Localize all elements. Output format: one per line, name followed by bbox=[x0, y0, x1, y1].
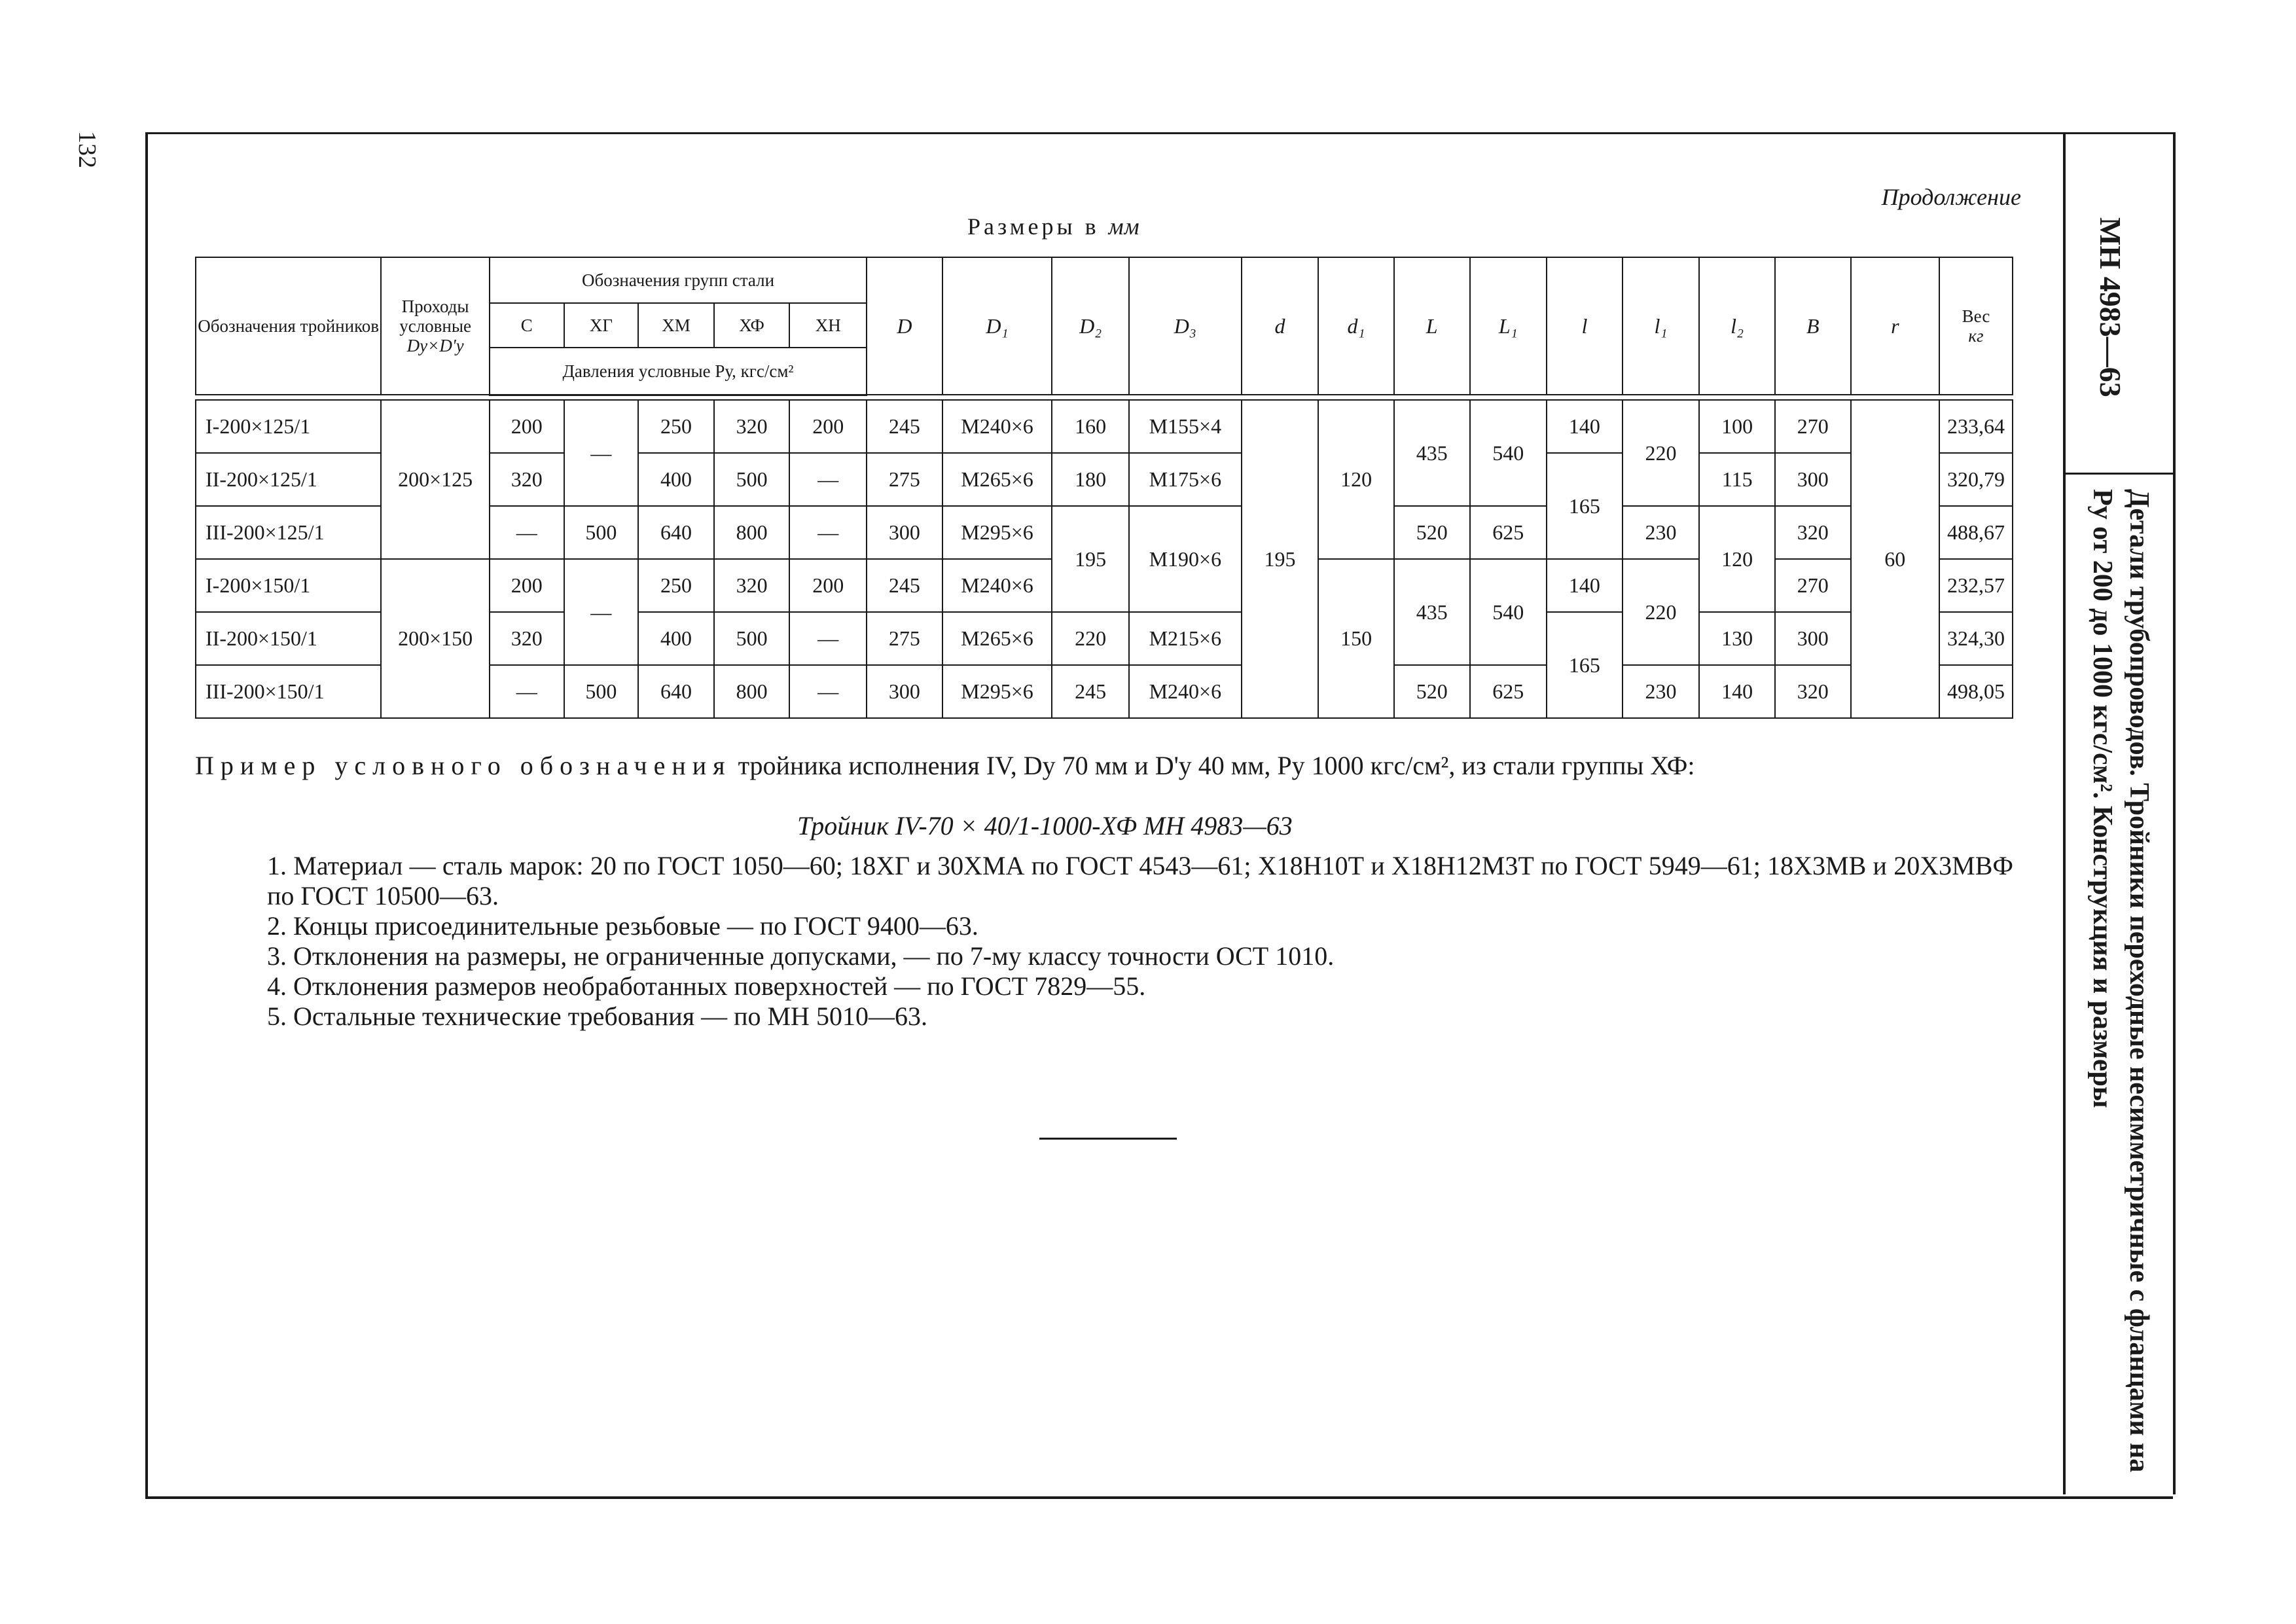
col-weight-unit: кг bbox=[1968, 326, 1984, 346]
cell-D: 245 bbox=[867, 559, 942, 612]
cell-D1: M295×6 bbox=[942, 665, 1052, 718]
col-l: l bbox=[1547, 257, 1623, 395]
cell-D3: M215×6 bbox=[1129, 612, 1242, 665]
row-designation: III-200×125/1 bbox=[196, 506, 381, 559]
cell-l: 140 bbox=[1547, 559, 1623, 612]
example-formula: Тройник IV-70 × 40/1-1000-ХФ МН 4983—63 bbox=[797, 811, 1293, 840]
standard-code: МН 4983—63 bbox=[2094, 217, 2127, 397]
cell-D: 300 bbox=[867, 506, 942, 559]
pressure-c: 320 bbox=[490, 453, 564, 506]
cell-d: 195 bbox=[1242, 400, 1319, 718]
note-item: 1. Материал — сталь марок: 20 по ГОСТ 1050—60; 18ХГ и 30ХМА по ГОСТ 4543—61; Х18Н10Т и Х18Н12М3Т по ГОСТ 5949—61; 18Х3МВ и 20Х3МВФ по ГОСТ 10500—63. bbox=[267, 851, 2013, 911]
cell-weight: 498,05 bbox=[1939, 665, 2013, 718]
col-B: B bbox=[1775, 257, 1851, 395]
cell-L: 435 bbox=[1394, 559, 1470, 665]
row-designation: I-200×125/1 bbox=[196, 400, 381, 453]
cell-D1: M240×6 bbox=[942, 559, 1052, 612]
row-designation: I-200×150/1 bbox=[196, 559, 381, 612]
cell-L1: 625 bbox=[1470, 665, 1547, 718]
cell-l: 140 bbox=[1547, 400, 1623, 453]
cell-weight: 233,64 bbox=[1939, 400, 2013, 453]
pressure-xf: 800 bbox=[714, 665, 790, 718]
passage-cell: 200×150 bbox=[381, 559, 490, 718]
pressure-xf: 320 bbox=[714, 559, 790, 612]
pressure-xg: — bbox=[564, 400, 639, 506]
group-xf: ХФ bbox=[714, 303, 790, 348]
cell-D3: M190×6 bbox=[1129, 506, 1242, 612]
cell-D2: 195 bbox=[1052, 506, 1129, 612]
col-d1: d₁ bbox=[1318, 257, 1394, 395]
cell-D: 245 bbox=[867, 400, 942, 453]
cell-weight: 324,30 bbox=[1939, 612, 2013, 665]
col-l1: l₁ bbox=[1623, 257, 1700, 395]
cell-B: 320 bbox=[1775, 506, 1851, 559]
note-item: 4. Отклонения размеров необработанных поверхностей — по ГОСТ 7829—55. bbox=[267, 971, 1146, 1001]
cell-D: 275 bbox=[867, 612, 942, 665]
table-spacer bbox=[196, 395, 2013, 400]
cell-L1: 625 bbox=[1470, 506, 1547, 559]
col-weight bbox=[1939, 257, 2013, 395]
col-l2: l₂ bbox=[1699, 257, 1775, 395]
group-xn: ХН bbox=[789, 303, 867, 348]
row-designation: II-200×150/1 bbox=[196, 612, 381, 665]
cell-D1: M265×6 bbox=[942, 612, 1052, 665]
pressure-xg: 500 bbox=[564, 506, 639, 559]
cell-L1: 540 bbox=[1470, 400, 1547, 506]
cell-l: 165 bbox=[1547, 453, 1623, 559]
notes-list bbox=[195, 851, 2013, 1032]
pressure-c: — bbox=[490, 665, 564, 718]
pressure-xn: 200 bbox=[789, 559, 867, 612]
row-designation: II-200×125/1 bbox=[196, 453, 381, 506]
pressure-c: 200 bbox=[490, 400, 564, 453]
note-item: 5. Остальные технические требования — по МН 5010—63. bbox=[267, 1001, 927, 1031]
end-rule bbox=[1039, 1138, 1177, 1140]
cell-D3: M240×6 bbox=[1129, 665, 1242, 718]
table-row bbox=[196, 400, 2013, 453]
cell-L: 520 bbox=[1394, 665, 1470, 718]
cell-l2: 130 bbox=[1699, 612, 1775, 665]
group-xm: ХМ bbox=[638, 303, 714, 348]
pressure-xg: 500 bbox=[564, 665, 639, 718]
pressure-xm: 400 bbox=[638, 612, 714, 665]
passage-cell: 200×125 bbox=[381, 400, 490, 559]
pressure-xn: — bbox=[789, 506, 867, 559]
col-D3: D₃ bbox=[1129, 257, 1242, 395]
cell-weight: 320,79 bbox=[1939, 453, 2013, 506]
col-designation: Обозначения тройников bbox=[196, 257, 381, 395]
example-lead: Пример условного обозначения bbox=[195, 751, 732, 780]
continuation-label: Продолжение bbox=[1881, 184, 2021, 210]
cell-D2: 160 bbox=[1052, 400, 1129, 453]
pressure-xm: 250 bbox=[638, 559, 714, 612]
pressure-xg: — bbox=[564, 559, 639, 665]
pressure-c: — bbox=[490, 506, 564, 559]
cell-d1: 150 bbox=[1318, 559, 1394, 718]
side-divider bbox=[2066, 473, 2173, 475]
cell-D: 275 bbox=[867, 453, 942, 506]
pressure-c: 200 bbox=[490, 559, 564, 612]
cell-D3: M175×6 bbox=[1129, 453, 1242, 506]
col-D2: D₂ bbox=[1052, 257, 1129, 395]
cell-l1: 220 bbox=[1623, 400, 1700, 506]
cell-L: 520 bbox=[1394, 506, 1470, 559]
cell-d1: 120 bbox=[1318, 400, 1394, 559]
pressure-xf: 500 bbox=[714, 453, 790, 506]
col-D1: D₁ bbox=[942, 257, 1052, 395]
cell-l2: 140 bbox=[1699, 665, 1775, 718]
cell-l2: 120 bbox=[1699, 506, 1775, 612]
pressure-xf: 500 bbox=[714, 612, 790, 665]
cell-D2: 245 bbox=[1052, 665, 1129, 718]
pressure-xn: — bbox=[789, 453, 867, 506]
col-pressure: Давления условные Pу, кгс/см² bbox=[490, 348, 867, 395]
col-passages-symbol: Dу×D'у bbox=[406, 336, 464, 355]
cell-B: 300 bbox=[1775, 453, 1851, 506]
cell-weight: 488,67 bbox=[1939, 506, 2013, 559]
pressure-c: 320 bbox=[490, 612, 564, 665]
cell-L1: 540 bbox=[1470, 559, 1547, 665]
cell-B: 270 bbox=[1775, 559, 1851, 612]
cell-r: 60 bbox=[1851, 400, 1939, 718]
col-weight-label: Вес bbox=[1962, 306, 1990, 326]
cell-l1: 230 bbox=[1623, 506, 1700, 559]
dimensions-table bbox=[195, 257, 2013, 719]
col-L1: L₁ bbox=[1470, 257, 1547, 395]
col-passages bbox=[381, 257, 490, 395]
page-number: 132 bbox=[73, 131, 101, 168]
cell-l1: 230 bbox=[1623, 665, 1700, 718]
cell-B: 270 bbox=[1775, 400, 1851, 453]
pressure-xn: 200 bbox=[789, 400, 867, 453]
pressure-xm: 250 bbox=[638, 400, 714, 453]
cell-D2: 180 bbox=[1052, 453, 1129, 506]
cell-l: 165 bbox=[1547, 612, 1623, 718]
group-xg: ХГ bbox=[564, 303, 639, 348]
cell-D1: M240×6 bbox=[942, 400, 1052, 453]
cell-D2: 220 bbox=[1052, 612, 1129, 665]
pressure-xf: 800 bbox=[714, 506, 790, 559]
cell-weight: 232,57 bbox=[1939, 559, 2013, 612]
cell-D3: M155×4 bbox=[1129, 400, 1242, 453]
pressure-xn: — bbox=[789, 612, 867, 665]
group-c: С bbox=[490, 303, 564, 348]
pressure-xm: 400 bbox=[638, 453, 714, 506]
dimensions-caption-unit: мм bbox=[1108, 213, 1140, 240]
dimensions-caption bbox=[967, 213, 1140, 240]
col-d: d bbox=[1242, 257, 1319, 395]
note-item: 3. Отклонения на размеры, не ограниченные допусками, — по 7-му классу точности ОСТ 1010. bbox=[267, 941, 1335, 971]
standard-title: Детали трубопроводов. Тройники переходные несимметричные с фланцами на Pу от 200 до 1000 кгс/см². Конструкция и размеры bbox=[2087, 489, 2154, 1473]
row-designation: III-200×150/1 bbox=[196, 665, 381, 718]
cell-l2: 100 bbox=[1699, 400, 1775, 453]
cell-l1: 220 bbox=[1623, 559, 1700, 665]
cell-B: 320 bbox=[1775, 665, 1851, 718]
cell-D: 300 bbox=[867, 665, 942, 718]
col-L: L bbox=[1394, 257, 1470, 395]
cell-D1: M265×6 bbox=[942, 453, 1052, 506]
pressure-xf: 320 bbox=[714, 400, 790, 453]
col-steel-groups: Обозначения групп стали bbox=[490, 257, 867, 303]
side-title-block bbox=[2063, 132, 2176, 1494]
cell-D1: M295×6 bbox=[942, 506, 1052, 559]
cell-B: 300 bbox=[1775, 612, 1851, 665]
col-D: D bbox=[867, 257, 942, 395]
cell-L: 435 bbox=[1394, 400, 1470, 506]
pressure-xm: 640 bbox=[638, 665, 714, 718]
col-r: r bbox=[1851, 257, 1939, 395]
col-passages-label: Проходы условные bbox=[399, 297, 471, 336]
designation-example bbox=[195, 751, 2013, 780]
note-item: 2. Концы присоединительные резьбовые — по ГОСТ 9400—63. bbox=[267, 911, 978, 941]
example-text: тройника исполнения IV, Dу 70 мм и D'у 40 мм, Pу 1000 кгс/см², из стали группы ХФ: bbox=[731, 751, 1695, 780]
cell-l2: 115 bbox=[1699, 453, 1775, 506]
pressure-xm: 640 bbox=[638, 506, 714, 559]
dimensions-caption-lead: Размеры в bbox=[967, 213, 1109, 240]
pressure-xn: — bbox=[789, 665, 867, 718]
